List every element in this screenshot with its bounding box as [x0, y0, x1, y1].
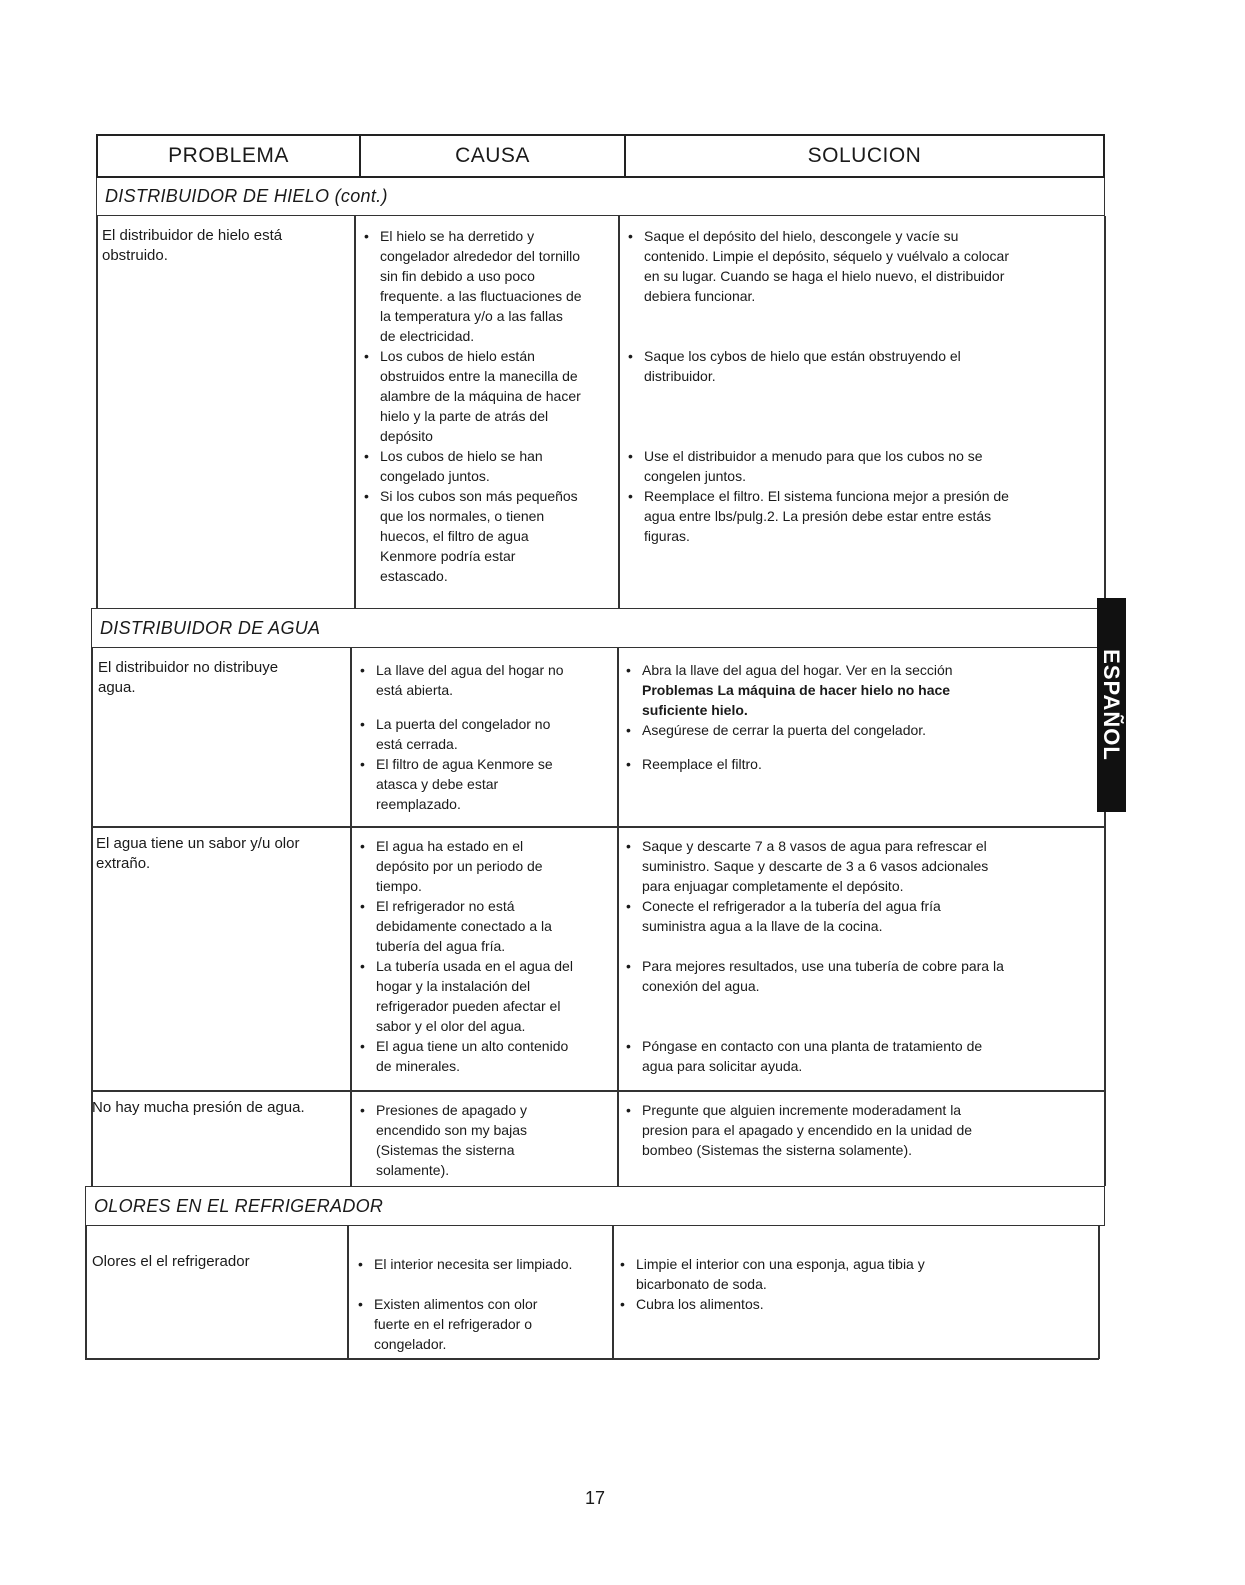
solution-item: • Saque y descarte 7 a 8 vasos de agua para refrescar el suministro. Saque y descarte de 3 a 6 vasos adcionales para enjuagar completamente el depósito. [626, 838, 989, 894]
solution-item: • Póngase en contacto con una planta de tratamiento de agua para solicitar ayuda. [626, 1038, 983, 1074]
table-border [85, 1226, 87, 1359]
problem-no-distribuye: El distribuidor no distribuye agua. [98, 659, 279, 696]
cause-item: • Si los cubos son más pequeños que los normales, o tienen huecos, el filtro de agua Kenmore podría estar estascado. [364, 488, 578, 584]
cause-item: • Presiones de apagado y encendido son my bajas (Sistemas the sisterna solamente). [360, 1102, 527, 1178]
causes-hielo [364, 226, 582, 586]
causes-no-distribuye [360, 660, 564, 814]
column-divider [350, 648, 352, 1186]
section-title-olores: OLORES EN EL REFRIGERADOR [85, 1186, 1105, 1226]
solution-item: • Saque el depósito del hielo, descongele y vacíe su contenido. Limpie el depósito, séquelo y vuélvalo a colocar en su lugar. Cuando se haga el hielo nuevo, el distribuidor debiera funcionar. [628, 228, 1010, 304]
cause-item: • El interior necesita ser limpiado. [358, 1256, 573, 1272]
language-tab-label: ESPAÑOL [1099, 649, 1124, 761]
table-border [96, 216, 98, 608]
causes-sabor-olor [360, 836, 573, 1076]
problem-line: El distribuidor de hielo está [102, 227, 283, 244]
column-divider [347, 1226, 349, 1359]
cause-item: • Los cubos de hielo se han congelado juntos. [364, 448, 543, 484]
solutions-sabor-olor [626, 836, 1004, 1076]
column-divider [612, 1226, 614, 1359]
problem-line: obstruido. [102, 247, 168, 264]
section-reference: Problemas La máquina de hacer hielo no hace [642, 682, 951, 698]
problem-hielo-obstruido [102, 226, 282, 266]
column-divider [354, 216, 356, 608]
causes-presion [360, 1100, 527, 1180]
solution-item: • Reemplace el filtro. El sistema funciona mejor a presión de agua entre lbs/pulg.2. La presión debe estar entre estás figuras. [628, 488, 1009, 544]
cause-item: • El agua tiene un alto contenido de minerales. [360, 1038, 569, 1074]
column-divider [618, 216, 620, 608]
column-divider [617, 648, 619, 1186]
cause-item: • La puerta del congelador no está cerrada. [360, 716, 551, 752]
header-causa: CAUSA [361, 134, 626, 178]
header-problema: PROBLEMA [96, 134, 361, 178]
solution-item: • Asegúrese de cerrar la puerta del congelador. [626, 722, 927, 738]
table-bottom-border [85, 1358, 1099, 1360]
solution-item: • Conecte el refrigerador a la tubería del agua fría suministra agua a la llave de la cocina. [626, 898, 941, 934]
row-divider [91, 826, 1105, 828]
solutions-presion [626, 1100, 972, 1160]
section-title-agua: DISTRIBUIDOR DE AGUA [91, 608, 1105, 648]
solution-item: • Cubra los alimentos. [620, 1296, 764, 1312]
causes-olores [358, 1254, 572, 1354]
page-number: 17 [584, 1488, 606, 1508]
cause-item: • El agua ha estado en el depósito por un periodo de tiempo. [360, 838, 543, 894]
language-tab [1097, 598, 1126, 812]
solution-item: • Limpie el interior con una esponja, agua tibia y bicarbonato de soda. [620, 1256, 925, 1292]
cause-item: • Existen alimentos con olor fuerte en el refrigerador o congelador. [358, 1296, 538, 1352]
cause-item: • El refrigerador no está debidamente conectado a la tubería del agua fría. [360, 898, 552, 954]
solutions-olores [620, 1254, 925, 1314]
solution-item: • Abra la llave del agua del hogar. Ver en la sección Problemas La máquina de hacer hielo no hace suficiente hielo. [626, 662, 953, 718]
cause-item: • Los cubos de hielo están obstruidos entre la manecilla de alambre de la máquina de hacer hielo y la parte de atrás del depósito [364, 348, 581, 444]
solution-item: • Reemplace el filtro. [626, 756, 762, 772]
row-divider [91, 1090, 1105, 1092]
solution-item: • Para mejores resultados, use una tubería de cobre para la conexión del agua. [626, 958, 1004, 994]
header-solucion: SOLUCION [626, 134, 1105, 178]
solution-item: • Use el distribuidor a menudo para que los cubos no se congelen juntos. [628, 448, 983, 484]
cause-item: • La llave del agua del hogar no está abierta. [360, 662, 564, 698]
section-title-hielo: DISTRIBUIDOR DE HIELO (cont.) [96, 178, 1105, 216]
solution-item: • Pregunte que alguien incremente moderadament la presion para el apagado y encendido en la unidad de bombeo (Sistemas the sisterna solamente). [626, 1102, 973, 1158]
problem-olores: Olores el el refrigerador [92, 1253, 250, 1270]
solutions-no-distribuye [626, 660, 953, 774]
cause-item: • La tubería usada en el agua del hogar y la instalación del refrigerador pueden afectar el sabor y el olor del agua. [360, 958, 573, 1034]
cause-item: • El filtro de agua Kenmore se atasca y debe estar reemplazado. [360, 756, 553, 812]
problem-presion: No hay mucha presión de agua. [92, 1099, 305, 1116]
section-reference: suficiente hielo. [642, 702, 748, 718]
table-border [1098, 1226, 1100, 1359]
solutions-hielo [628, 226, 1009, 546]
table-border [1104, 216, 1106, 608]
cause-item: • El hielo se ha derretido y congelador alrededor del tornillo sin fin debido a uso poco frequente. a las fluctuaciones de la temperatura y/o a las fallas de electricidad. [364, 228, 582, 344]
problem-sabor-olor: El agua tiene un sabor y/u olor extraño. [96, 835, 300, 872]
solution-item: • Saque los cybos de hielo que están obstruyendo el distribuidor. [628, 348, 961, 384]
